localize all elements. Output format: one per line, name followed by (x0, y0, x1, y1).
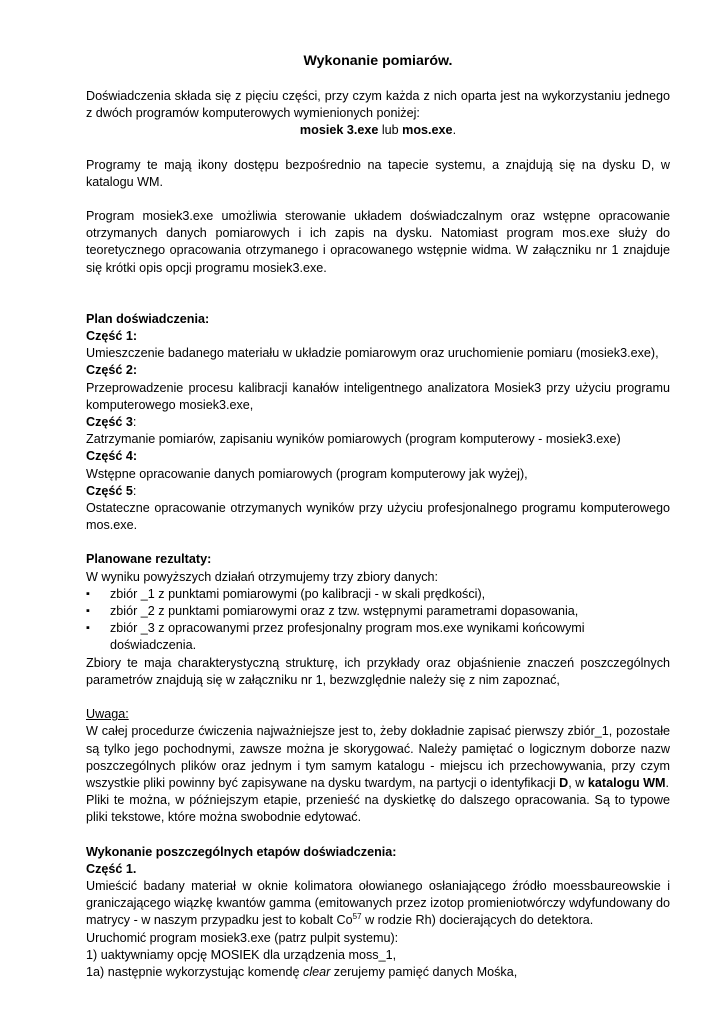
plan-part-label-line (86, 483, 670, 500)
plan-part-text: Zatrzymanie pomiarów, zapisaniu wyników pomiarowych (program komputerowy - mosiek3.exe) (86, 432, 621, 447)
plan-part-colon: : (132, 415, 137, 430)
bullet-icon: ▪ (86, 587, 90, 600)
note-paragraph-1 (86, 723, 670, 792)
list-item-text: zbiór _2 z punktami pomiarowymi oraz z tzw. wstępnymi parametrami dopasowania, (110, 604, 579, 619)
execution-paragraph-1 (86, 878, 670, 930)
execution-text: Umieścić badany materiał w oknie kolimatora ołowianego osłaniającego źródło moessbaureowskie i graniczającego wiązkę kwantów gamma (emitowanych przez izotop promieniotwórczy wdyfundowany do matrycy - w naszym przypadku jest to kobalt Co (86, 878, 670, 928)
plan-part-3 (86, 414, 670, 448)
list-item (86, 620, 670, 654)
plan-part-5 (86, 483, 670, 535)
document-page (86, 52, 670, 981)
list-item-text: zbiór _3 z opracowanymi przez profesjonalny program mos.exe wynikami końcowymi doświadczenia. (110, 621, 585, 653)
plan-part-label: Część 2: (86, 363, 138, 378)
plan-part-text: Ostateczne opracowanie otrzymanych wyników przy użyciu profesjonalnego programu komputerowego mos.exe. (86, 501, 670, 533)
intro-paragraph-2: Programy te mają ikony dostępu bezpośrednio na tapecie systemu, a znajdują się na dysku D, w katalogu WM. (86, 157, 670, 189)
execution-heading: Wykonanie poszczególnych etapów doświadczenia: (86, 844, 397, 859)
plan-part-label: Część 5 (86, 483, 133, 498)
plan-part-1 (86, 328, 670, 362)
plan-part-colon: : (132, 483, 137, 498)
note-paragraph-2: Pliki te można, w późniejszym etapie, przenieść na dyskietkę do dalszego opracowania. Są to typowe pliki tekstowe, które można swobodnie edytować. (86, 793, 670, 825)
intro-paragraph-3: Program mosiek3.exe umożliwia sterowanie układem doświadczalnym oraz wstępne opracowanie otrzymanych danych pomiarowych i ich zapis na dysku. Natomiast program mos.exe służy do teoretycznego opracowania otrzymanego i opracowanego wstępnie widma. W załączniku nr 1 znajduje się krótki opis opcji programu mosiek3.exe. (86, 209, 670, 275)
plan-heading: Plan doświadczenia: (86, 311, 210, 326)
execution-text-end: zerujemy pamięć danych Mośka, (330, 964, 518, 979)
plan-part-label: Część 1: (86, 329, 138, 344)
page-title: Wykonanie pomiarów. (303, 53, 453, 69)
execution-part-1: Część 1. (86, 861, 137, 876)
note-text-mid: , w (568, 775, 588, 790)
isotope-superscript: 57 (352, 912, 362, 922)
results-heading: Planowane rezultaty: (86, 552, 212, 567)
list-item (86, 586, 670, 603)
results-after: Zbiory te maja charakterystyczną strukturę, ich przykłady oraz objaśnienie znaczeń poszczególnych parametrów znajdują się w załączniku nr 1, bezwzględnie należy się z nim zapoznać, (86, 655, 670, 687)
bullet-icon: ▪ (86, 605, 90, 618)
plan-part-label: Część 4: (86, 449, 138, 464)
note-text: W całej procedurze ćwiczenia najważniejsze jest to, żeby dokładnie zapisać pierwszy zbiór_1, pozostałe są tylko jego pochodnymi, zawsze można je skorygować. Należy pamiętać o logicznym doborze nazw poszczególnych plików oraz jednym i tym samym katalogu - miejscu ich przechowywania, przy czym wszystkie pliki powinny być zapisywane na dysku twardym, na partycji o identyfikacji (86, 724, 670, 790)
program-dot: . (452, 123, 457, 138)
results-lead: W wyniku powyższych działań otrzymujemy trzy zbiory danych: (86, 569, 439, 584)
plan-part-text: Przeprowadzenie procesu kalibracji kanałów inteligentnego analizatora Mosiek3 przy użyciu programu komputerowego mosiek3.exe, (86, 380, 670, 412)
execution-line-2: Uruchomić program mosiek3.exe (patrz pulpit systemu): (86, 930, 399, 945)
execution-text-end: w rodzie Rh) docierających do detektora. (361, 913, 594, 928)
plan-part-label-line (86, 414, 670, 431)
results-list (86, 586, 670, 655)
list-item-text: zbiór _1 z punktami pomiarowymi (po kalibracji - w skali prędkości), (110, 586, 486, 601)
program-names-line (86, 122, 670, 139)
plan-part-4 (86, 448, 670, 482)
program-or: lub (378, 123, 403, 138)
execution-text: 1a) następnie wykorzystując komendę (86, 964, 304, 979)
list-item (86, 603, 670, 620)
plan-part-label: Część 3 (86, 415, 133, 430)
command-clear: clear (303, 964, 331, 979)
execution-line-4 (86, 964, 670, 981)
bullet-icon: ▪ (86, 622, 90, 635)
execution-line-3: 1) uaktywniamy opcję MOSIEK dla urządzenia moss_1, (86, 947, 397, 962)
note-heading: Uwaga: (86, 707, 129, 722)
program-name-mosiek: mosiek 3.exe (299, 123, 379, 138)
plan-part-text: Wstępne opracowanie danych pomiarowych (program komputerowy jak wyżej), (86, 466, 528, 481)
plan-part-2 (86, 362, 670, 414)
plan-part-text: Umieszczenie badanego materiału w układzie pomiarowym oraz uruchomienie pomiaru (mosiek3.exe), (86, 346, 659, 361)
note-text-end: . (665, 775, 670, 790)
intro-paragraph-1: Doświadczenia składa się z pięciu części, przy czym każda z nich oparta jest na wykorzystaniu jednego z dwóch programów komputerowych wymienionych poniżej: (86, 89, 670, 121)
note-folder: katalogu WM (587, 775, 666, 790)
program-name-mos: mos.exe (402, 123, 453, 138)
note-drive: D (559, 775, 569, 790)
